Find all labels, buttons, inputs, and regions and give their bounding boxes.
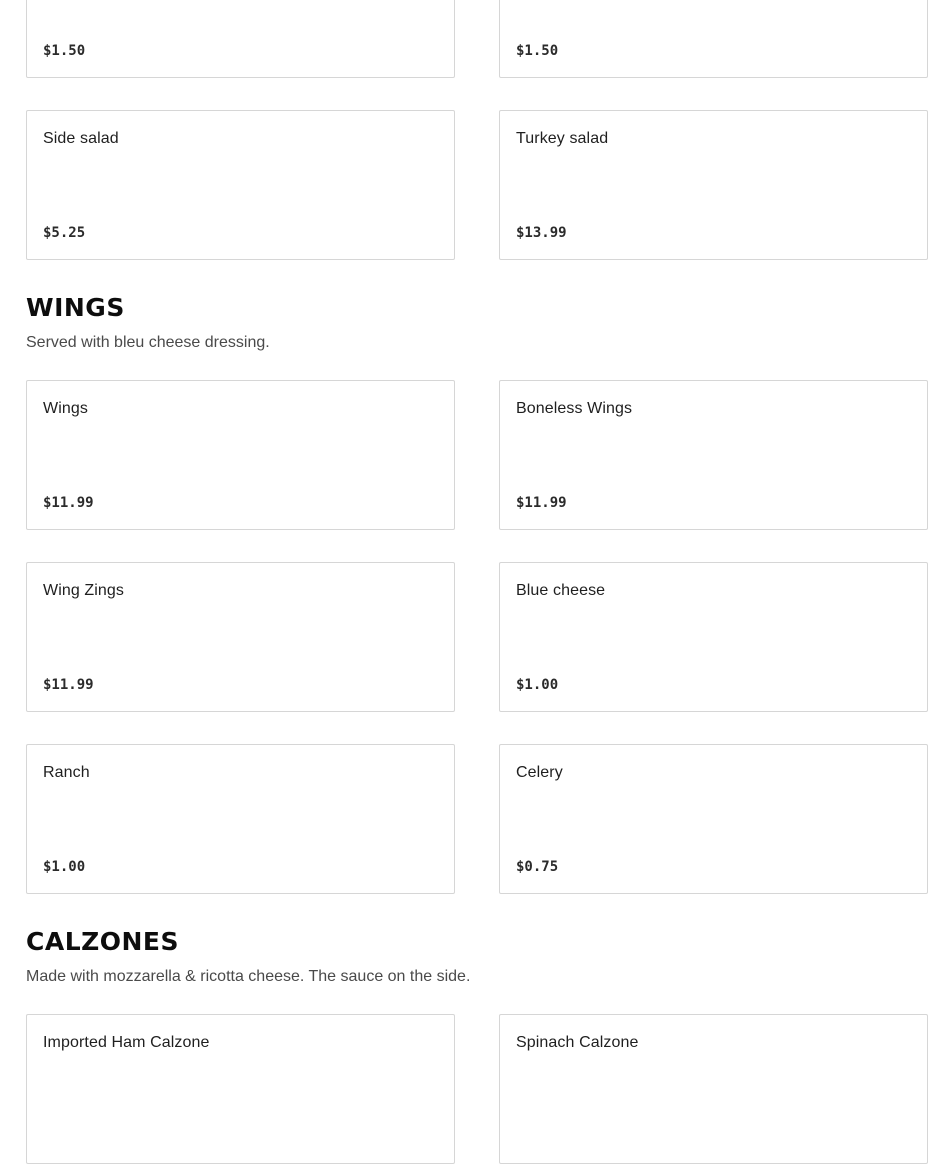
menu-item-card[interactable] xyxy=(26,1014,455,1164)
menu-item-name: Wing Zings xyxy=(43,582,125,599)
menu-item-name: Side salad xyxy=(43,130,119,147)
menu-item-price: $11.99 xyxy=(43,677,94,693)
section-description-wings: Served with bleu cheese dressing. xyxy=(26,334,270,351)
menu-item-card[interactable] xyxy=(499,744,928,894)
menu-item-name: Boneless Wings xyxy=(516,400,633,417)
menu-item-price: $11.99 xyxy=(516,495,567,511)
menu-item-card[interactable] xyxy=(26,562,455,712)
menu-item-name: Turkey salad xyxy=(516,130,609,147)
menu-item-card[interactable] xyxy=(499,110,928,260)
menu-item-card[interactable] xyxy=(499,380,928,530)
menu-item-price: $13.99 xyxy=(516,225,567,241)
menu-item-price: $11.99 xyxy=(43,495,94,511)
menu-item-price: $5.25 xyxy=(43,225,86,241)
menu-item-price: $1.00 xyxy=(516,677,559,693)
menu-item-card[interactable] xyxy=(499,1014,928,1164)
menu-item-name: Wings xyxy=(43,400,88,417)
menu-item-card[interactable] xyxy=(499,0,928,78)
section-title-wings: WINGS xyxy=(26,293,125,322)
section-description-calzones: Made with mozzarella & ricotta cheese. The sauce on the side. xyxy=(26,968,471,985)
menu-item-name: Ranch xyxy=(43,764,90,781)
menu-item-card[interactable] xyxy=(26,0,455,78)
menu-item-name: Spinach Calzone xyxy=(516,1034,639,1051)
menu-item-name: Imported Ham Calzone xyxy=(43,1034,210,1051)
menu-item-card[interactable] xyxy=(26,744,455,894)
menu-item-price: $1.00 xyxy=(43,859,86,875)
menu-item-name: Celery xyxy=(516,764,563,781)
menu-item-card[interactable] xyxy=(499,562,928,712)
menu-item-price: $1.50 xyxy=(516,43,559,59)
menu-item-name: Blue cheese xyxy=(516,582,606,599)
menu-item-card[interactable] xyxy=(26,380,455,530)
section-title-calzones: CALZONES xyxy=(26,927,180,956)
menu-item-price: $0.75 xyxy=(516,859,559,875)
menu-item-price: $1.50 xyxy=(43,43,86,59)
menu-item-card[interactable] xyxy=(26,110,455,260)
